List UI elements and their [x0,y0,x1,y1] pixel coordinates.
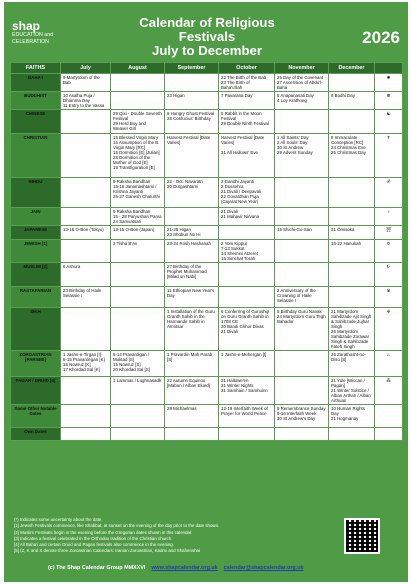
logo-name: shap [12,19,41,33]
date-cell-august: 5-14 Pravardigan / Muktad [S] 15 Nowruz [S] 20 Khordad Sal [S] [111,351,165,377]
faith-symbol-icon: ♛ [375,287,403,308]
faith-symbol-icon: ✺ [375,74,403,92]
table-row [11,226,403,240]
table-row [11,208,403,226]
date-cell-november: 5 Anapanasati Day 4 Loy Krathong [275,92,329,110]
date-cell-august [111,428,165,441]
date-cell-october: 6 Rabbit in the Moon Festival 29 Double Ninth Festival [219,110,275,134]
date-cell-october: 2 Gandhi Jayanti 2 Dussehra 21 Divali / Deepavali 22 Govardhan Puja (Gujarat New Year) [219,178,275,208]
website-link[interactable]: www.shapcalendar.org.uk [151,565,218,571]
faith-name: SIKH [11,308,61,351]
email-link[interactable]: calendar@shapcalendar.org.uk [223,565,304,571]
date-cell-november: 15 Shichi-Go-San [275,226,329,240]
date-cell-july [61,405,111,428]
header [4,2,408,60]
faith-name: MUSLIM [2] [11,263,61,287]
date-cell-august: 9 Raksha Bandhan 15 - 28 Paryushan Parva 24 Samvatsari [111,208,165,226]
table-row [11,92,403,110]
date-cell-december: 8 Bodhi Day [329,92,375,110]
date-cell-december: 31 Ōmisoka [329,226,375,240]
faith-symbol-icon: ♆ [375,208,403,226]
table-row [11,287,403,308]
faith-symbol-icon: ॐ [375,178,403,208]
date-cell-december [329,178,375,208]
festival-table [10,62,403,441]
faith-symbol-icon: ♨ [375,351,403,377]
faith-name: PAGAN / DRUID [4] [11,377,61,405]
date-cell-november: 25 Day of the Covenant 27 Ascension of Abdu'l-Bahá [275,74,329,92]
date-cell-october [219,226,275,240]
logo-line2: CELEBRATION [12,38,49,45]
faith-symbol-icon: ✡ [375,240,403,263]
faith-name: CHRISTIAN [11,134,61,178]
copyright-text: (c) The Shap Calendar Group MMXXVI [48,565,146,571]
table-row [11,428,403,441]
year-label: 2026 [362,28,400,47]
table-row [11,110,403,134]
footnote: [4] All Baha'i and certain Druid and Pagan festivals also commence in the evening. [14,542,174,548]
date-cell-august: 1 Lammas / Lughnasadh [111,377,165,405]
title-line1: Calendar of Religious Festivals [139,15,275,44]
footnote: [5] (Z, K and S denote three Zoroastrian Calendars: Iranian Zoroastrian, Kadmi and Shahenshai [14,548,200,554]
date-cell-august: 29 Qixi - Double Seventh Festival 29 Herd Boy and Weaver Girl [111,110,165,134]
date-cell-july [61,134,111,178]
date-cell-october: 31 Hallowe'en 31 Winter Nights 31 Samhain / Samhuinn [219,377,275,405]
date-cell-october: Harvest Festival [Date Varies] 31 All Hallows' Eve [219,134,275,178]
date-cell-november: 5 Birthday Guru Nanak 24 Martyrdom Guru Tegh Bahadur [275,308,329,351]
date-cell-october: 1 Jashn-e-Mehergan [I] [219,351,275,377]
table-row [11,74,403,92]
date-cell-october: 2 Yom Kippur 7-13 Sukkot 14 Shemini Atzeret 15 Simchat Torah [219,240,275,263]
footnote: [3] Indicates a festival celebrated in the Orthodox tradition of the Christian church. [14,535,173,541]
date-cell-august [111,308,165,351]
footnotes [14,517,334,555]
date-cell-august [111,263,165,287]
date-cell-december: 15-22 Hanukah [329,240,375,263]
faith-symbol-icon [375,405,403,428]
col-header-december: December [329,63,375,74]
title-line2: July to December [152,43,262,58]
table-row [11,178,403,208]
date-cell-november [275,178,329,208]
date-cell-september: 27 Birthday of the Prophet Muhammad [Milad un Nabi] [165,263,219,287]
date-cell-september: 22 - Oct. Navaratri 30 Durgashtami [165,178,219,208]
date-cell-october: 22 The Birth of the Bab 23 The Birth of Baha'u'llah [219,74,275,92]
date-cell-november [275,240,329,263]
date-cell-october [219,428,275,441]
date-cell-november [275,351,329,377]
faith-symbol-icon [375,428,403,441]
table-row [11,134,403,178]
date-cell-august [111,74,165,92]
date-cell-november: 2 Anniversary of the Crowning of Haile Selassie I [275,287,329,308]
date-cell-september [165,208,219,226]
date-cell-august: 15 Blessed Virgin Mary 15 Assumption of the B. Virgin Mary [RC] 15 Dormition [E] [Julian] 28 Dormition of the Mother of God [E] 19 Transfiguration [E] [111,134,165,178]
date-cell-december [329,74,375,92]
col-header-faiths: FAITHS [11,63,61,74]
faith-name: JAPANESE [11,226,61,240]
col-header-november: November [275,63,329,74]
date-cell-july [61,377,111,405]
faith-symbol-icon: ✝ [375,134,403,178]
date-cell-september: Harvest Festival [Date Varies] [165,134,219,178]
date-cell-july: 1 Jashn-e-Tirgan [I] 6-15 Pravardegan [K] 16 Nowruz [K] 17 Khordad Sal [K] [61,351,111,377]
date-cell-october [219,287,275,308]
date-cell-august [111,287,165,308]
footnote: [2] Muslim Festivals begin in the evening before the Gregorian dates shown in this calendar. [14,529,193,535]
faith-symbol-icon: ⛩ [375,226,403,240]
date-cell-september: 23-24 Rosh Hashanah [165,240,219,263]
faith-name: ZOROASTRIAN [PARSEE] [11,351,61,377]
date-cell-september: 21-25 Higan 23 Shūbun No Hi [165,226,219,240]
date-cell-september: 1 Installation of the Guru Granth Sahib in the Harmandir Sahib in Amritsar [165,308,219,351]
date-cell-august: 9 Raksha Bandhan 15-16 Janamashtami / Krishna Jayanti 26-27 Ganesh Chaturthi [111,178,165,208]
date-cell-november: 1 All Saints' Day 2 All Souls' Day 30 St Andrew 29 Advent Sunday [275,134,329,178]
footnote: [1] Jewish Festivals commence, like Shabbat, at sunset on the evening of the day prior to the date shown. [14,523,220,529]
date-cell-october: 7 Pavarana Day [219,92,275,110]
faith-name: CHINESE [11,110,61,134]
date-cell-december [329,428,375,441]
date-cell-july: 9 Martyrdom of the Bab [61,74,111,92]
date-cell-december: 21 Martyrdom Sahibzade Ajit Singh & Sahibzade Jujhar Singh 26 Martyrdom Sahibzade Zorawar Singh & Sahibzade Fateh Singh [329,308,375,351]
date-cell-september [165,74,219,92]
date-cell-july [61,178,111,208]
table-row [11,308,403,351]
shap-logo [12,20,53,45]
date-cell-july [61,208,111,226]
date-cell-december [329,110,375,134]
date-cell-december [329,287,375,308]
footer [48,565,304,571]
faith-name: JAIN [11,208,61,226]
faith-name: BUDDHIST [11,92,61,110]
date-cell-august [111,92,165,110]
logo-line1: EDUCATION and [12,32,54,38]
date-cell-november [275,110,329,134]
date-cell-august: 13-15 O-Bon (Japan) [111,226,165,240]
col-header-october: October [219,63,275,74]
date-cell-december: 26 Zarathosht-no-Diso [S] [329,351,375,377]
date-cell-october: 21 Divali 21 Mahavir Nirvana [219,208,275,226]
date-cell-july [61,308,111,351]
faith-symbol-icon: ⁂ [375,377,403,405]
date-cell-november [275,377,329,405]
date-cell-october [219,263,275,287]
date-cell-september: 29 Michaelmas [165,405,219,428]
date-cell-november [275,263,329,287]
date-cell-september: 23 Higan [165,92,219,110]
table-row [11,263,403,287]
date-cell-september: 22 Autumn Equinox [Mabon / Alban Elued] [165,377,219,405]
table-row [11,240,403,263]
table-header-row [11,63,403,74]
faith-name: HINDU [11,178,61,208]
date-cell-july [61,428,111,441]
table-row [11,351,403,377]
faith-name: BAHA'I [11,74,61,92]
date-cell-december [329,208,375,226]
date-cell-july: 6 Ashura [61,263,111,287]
date-cell-september: 6 Hungry Ghost Festival 28 Confucius' Birthday [165,110,219,134]
date-cell-december: 8 Immaculate Conception [RC] 24 Christmas Eve 25 Christmas Day [329,134,375,178]
table-row [11,405,403,428]
date-cell-july: 10 Asalha Puja / Dhamma Day 11 Entry to the Vassa [61,92,111,110]
calendar-page [4,2,408,582]
date-cell-november [275,428,329,441]
faith-name: JEWISH [1] [11,240,61,263]
date-cell-november [275,208,329,226]
date-cell-july [61,110,111,134]
col-header-august: August [111,63,165,74]
date-cell-december: 10 Human Rights Day 31 Hogmanay [329,405,375,428]
date-cell-november: 9 Remembrance Sunday 9-16 Interfaith Week 30 St Andrew's Day [275,405,329,428]
qr-code[interactable] [344,518,380,554]
faith-name: Some Other Notable Dates [11,405,61,428]
date-cell-july: 13-15 O-Bon (Tokyo) [61,226,111,240]
faith-symbol-icon: ☯ [375,110,403,134]
faith-name: RASTAFARIAN [11,287,61,308]
date-cell-july: 23 Birthday of Haile Selassie I [61,287,111,308]
date-cell-september [165,428,219,441]
date-cell-october: 6 Conferring of Guruship on Guru Granth Sahib in 1708 CE 20 Bandi Chhor Divas 21 Divali [219,308,275,351]
faith-symbol-icon: ☬ [375,308,403,351]
faith-symbol-icon: ☸ [375,92,403,110]
faith-symbol-icon: ☪ [375,263,403,287]
date-cell-october: 12-19 Interfaith Week of Prayer for World Peace [219,405,275,428]
date-cell-august [111,405,165,428]
footnote: (*) Indicates some uncertainty about the date. [14,517,103,522]
date-cell-september: 11 Ethiopian New Year's Day [165,287,219,308]
date-cell-september: 1 Pravardin Mah Parab [S] [165,351,219,377]
table-row [11,377,403,405]
faith-name: Own Dates [11,428,61,441]
col-header-symbol [375,63,403,74]
date-cell-august: 3 Tisha B'Av [111,240,165,263]
col-header-july: July [61,63,111,74]
table-body [11,74,403,441]
date-cell-july [61,240,111,263]
calendar-title [122,16,292,58]
date-cell-december [329,263,375,287]
date-cell-december: 21 Yule [Wiccan / Pagan] 21 Winter Solstice / Alban Arthan / Alban Arthuan [329,377,375,405]
col-header-september: September [165,63,219,74]
